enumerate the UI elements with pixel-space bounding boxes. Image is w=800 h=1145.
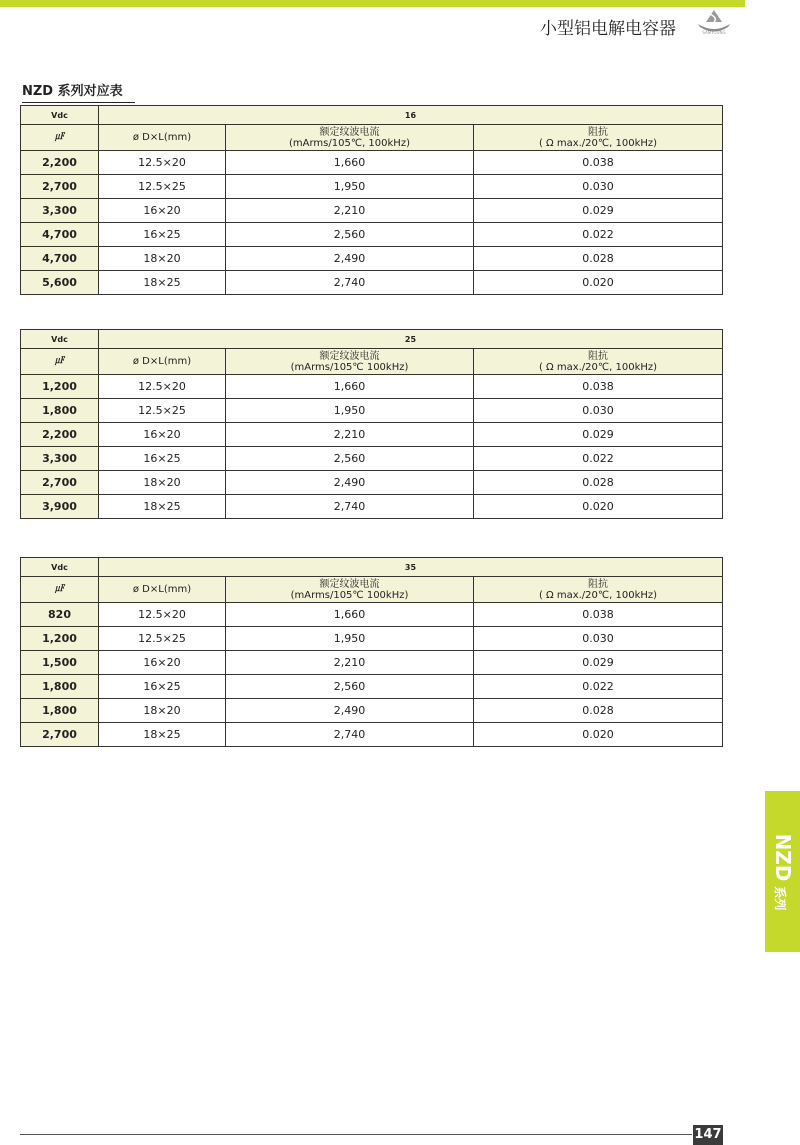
size-header: ø D×L(mm) bbox=[99, 349, 226, 375]
size-cell: 16×25 bbox=[99, 675, 226, 699]
table-row bbox=[21, 675, 723, 699]
capacitance-unit-header: ㎌ bbox=[21, 125, 99, 151]
size-cell: 12.5×25 bbox=[99, 175, 226, 199]
size-cell: 16×25 bbox=[99, 223, 226, 247]
section-title: NZD 系列对应表 bbox=[22, 80, 135, 103]
column-header-row bbox=[21, 349, 723, 375]
ripple-cell: 1,950 bbox=[226, 627, 474, 651]
ripple-cell: 2,210 bbox=[226, 651, 474, 675]
capacitance-cell: 1,200 bbox=[21, 627, 99, 651]
capacitance-cell: 2,200 bbox=[21, 423, 99, 447]
size-cell: 12.5×20 bbox=[99, 603, 226, 627]
table-row bbox=[21, 247, 723, 271]
capacitance-cell: 1,800 bbox=[21, 675, 99, 699]
ripple-header-line1: 额定纹波电流 bbox=[319, 350, 380, 362]
size-cell: 18×20 bbox=[99, 471, 226, 495]
ripple-cell: 1,950 bbox=[226, 175, 474, 199]
ripple-cell: 2,490 bbox=[226, 471, 474, 495]
capacitance-unit-header: ㎌ bbox=[21, 577, 99, 603]
ripple-cell: 2,740 bbox=[226, 495, 474, 519]
table-row bbox=[21, 603, 723, 627]
capacitance-cell: 3,900 bbox=[21, 495, 99, 519]
impedance-cell: 0.022 bbox=[474, 447, 723, 471]
size-cell: 12.5×25 bbox=[99, 627, 226, 651]
table-row bbox=[21, 651, 723, 675]
capacitance-cell: 3,300 bbox=[21, 447, 99, 471]
size-cell: 16×20 bbox=[99, 423, 226, 447]
impedance-cell: 0.028 bbox=[474, 471, 723, 495]
table-row bbox=[21, 199, 723, 223]
impedance-header bbox=[474, 577, 723, 603]
series-side-tab bbox=[765, 791, 800, 952]
table-row bbox=[21, 627, 723, 651]
voltage-row bbox=[21, 106, 723, 125]
table-row bbox=[21, 399, 723, 423]
ripple-header-line2: (mArms/105℃ 100kHz) bbox=[290, 361, 409, 373]
table-row bbox=[21, 471, 723, 495]
impedance-cell: 0.038 bbox=[474, 375, 723, 399]
ripple-cell: 2,560 bbox=[226, 447, 474, 471]
impedance-header-line1: 阻抗 bbox=[588, 126, 608, 138]
size-cell: 18×20 bbox=[99, 699, 226, 723]
size-cell: 18×25 bbox=[99, 271, 226, 295]
impedance-header bbox=[474, 125, 723, 151]
ripple-header-line2: (mArms/105℃, 100kHz) bbox=[289, 137, 410, 149]
size-cell: 16×20 bbox=[99, 651, 226, 675]
impedance-cell: 0.028 bbox=[474, 699, 723, 723]
capacitance-cell: 4,700 bbox=[21, 223, 99, 247]
ripple-header bbox=[226, 349, 474, 375]
table-row bbox=[21, 271, 723, 295]
capacitance-cell: 1,200 bbox=[21, 375, 99, 399]
side-tab-label bbox=[771, 833, 795, 910]
ripple-cell: 2,560 bbox=[226, 675, 474, 699]
column-header-row bbox=[21, 125, 723, 151]
ripple-cell: 1,660 bbox=[226, 603, 474, 627]
impedance-cell: 0.022 bbox=[474, 223, 723, 247]
size-cell: 18×20 bbox=[99, 247, 226, 271]
table-row bbox=[21, 175, 723, 199]
voltage-row bbox=[21, 330, 723, 349]
capacitance-cell: 2,700 bbox=[21, 471, 99, 495]
table-row bbox=[21, 375, 723, 399]
table-row bbox=[21, 151, 723, 175]
table-row bbox=[21, 223, 723, 247]
side-tab-suffix: 系列 bbox=[772, 885, 787, 910]
impedance-cell: 0.029 bbox=[474, 199, 723, 223]
impedance-cell: 0.020 bbox=[474, 723, 723, 747]
impedance-cell: 0.029 bbox=[474, 423, 723, 447]
side-tab-series: NZD bbox=[770, 833, 795, 881]
column-header-row bbox=[21, 577, 723, 603]
impedance-cell: 0.029 bbox=[474, 651, 723, 675]
impedance-header-line1: 阻抗 bbox=[588, 350, 608, 362]
size-cell: 12.5×20 bbox=[99, 151, 226, 175]
samyoung-logo bbox=[692, 8, 736, 36]
ripple-cell: 2,740 bbox=[226, 723, 474, 747]
impedance-header-line2: ( Ω max./20℃, 100kHz) bbox=[538, 361, 658, 373]
page-header-title: 小型铝电解电容器 bbox=[540, 19, 676, 39]
ripple-header-line2: (mArms/105℃ 100kHz) bbox=[290, 589, 409, 601]
size-cell: 12.5×20 bbox=[99, 375, 226, 399]
voltage-value: 35 bbox=[99, 558, 723, 577]
table-row bbox=[21, 447, 723, 471]
impedance-cell: 0.038 bbox=[474, 603, 723, 627]
impedance-cell: 0.028 bbox=[474, 247, 723, 271]
impedance-cell: 0.020 bbox=[474, 271, 723, 295]
capacitance-cell: 5,600 bbox=[21, 271, 99, 295]
spec-table-16v bbox=[20, 105, 723, 295]
spec-table-25v bbox=[20, 329, 723, 519]
ripple-cell: 2,210 bbox=[226, 199, 474, 223]
impedance-cell: 0.030 bbox=[474, 399, 723, 423]
impedance-cell: 0.022 bbox=[474, 675, 723, 699]
top-accent-bar bbox=[0, 0, 745, 7]
logo-text: SAMYOUNG bbox=[702, 30, 726, 35]
footer-divider bbox=[20, 1134, 692, 1135]
capacitance-cell: 1,500 bbox=[21, 651, 99, 675]
table-row bbox=[21, 495, 723, 519]
size-cell: 18×25 bbox=[99, 495, 226, 519]
impedance-header-line1: 阻抗 bbox=[588, 578, 608, 590]
capacitance-cell: 820 bbox=[21, 603, 99, 627]
table-row bbox=[21, 423, 723, 447]
voltage-row bbox=[21, 558, 723, 577]
size-header: ø D×L(mm) bbox=[99, 577, 226, 603]
size-cell: 16×20 bbox=[99, 199, 226, 223]
impedance-cell: 0.030 bbox=[474, 627, 723, 651]
spec-table-35v bbox=[20, 557, 723, 747]
capacitance-cell: 2,200 bbox=[21, 151, 99, 175]
capacitance-cell: 3,300 bbox=[21, 199, 99, 223]
ripple-cell: 2,490 bbox=[226, 247, 474, 271]
ripple-cell: 2,740 bbox=[226, 271, 474, 295]
ripple-cell: 1,660 bbox=[226, 375, 474, 399]
impedance-cell: 0.030 bbox=[474, 175, 723, 199]
capacitance-cell: 1,800 bbox=[21, 699, 99, 723]
impedance-header-line2: ( Ω max./20℃, 100kHz) bbox=[538, 589, 658, 601]
capacitance-cell: 1,800 bbox=[21, 399, 99, 423]
ripple-header-line1: 额定纹波电流 bbox=[319, 126, 380, 138]
capacitance-cell: 2,700 bbox=[21, 723, 99, 747]
ripple-cell: 2,210 bbox=[226, 423, 474, 447]
impedance-header-line2: ( Ω max./20℃, 100kHz) bbox=[538, 137, 658, 149]
capacitance-unit-header: ㎌ bbox=[21, 349, 99, 375]
ripple-header-line1: 额定纹波电流 bbox=[319, 578, 380, 590]
ripple-cell: 1,950 bbox=[226, 399, 474, 423]
ripple-cell: 2,490 bbox=[226, 699, 474, 723]
ripple-header bbox=[226, 577, 474, 603]
size-header: ø D×L(mm) bbox=[99, 125, 226, 151]
impedance-cell: 0.038 bbox=[474, 151, 723, 175]
capacitance-cell: 2,700 bbox=[21, 175, 99, 199]
ripple-cell: 2,560 bbox=[226, 223, 474, 247]
impedance-header bbox=[474, 349, 723, 375]
ripple-cell: 1,660 bbox=[226, 151, 474, 175]
voltage-value: 16 bbox=[99, 106, 723, 125]
size-cell: 12.5×25 bbox=[99, 399, 226, 423]
voltage-unit-label: Vdc bbox=[21, 106, 99, 125]
impedance-cell: 0.020 bbox=[474, 495, 723, 519]
ripple-header bbox=[226, 125, 474, 151]
size-cell: 16×25 bbox=[99, 447, 226, 471]
table-row bbox=[21, 699, 723, 723]
voltage-value: 25 bbox=[99, 330, 723, 349]
capacitance-cell: 4,700 bbox=[21, 247, 99, 271]
page-number: 147 bbox=[693, 1125, 723, 1145]
voltage-unit-label: Vdc bbox=[21, 558, 99, 577]
voltage-unit-label: Vdc bbox=[21, 330, 99, 349]
size-cell: 18×25 bbox=[99, 723, 226, 747]
table-row bbox=[21, 723, 723, 747]
